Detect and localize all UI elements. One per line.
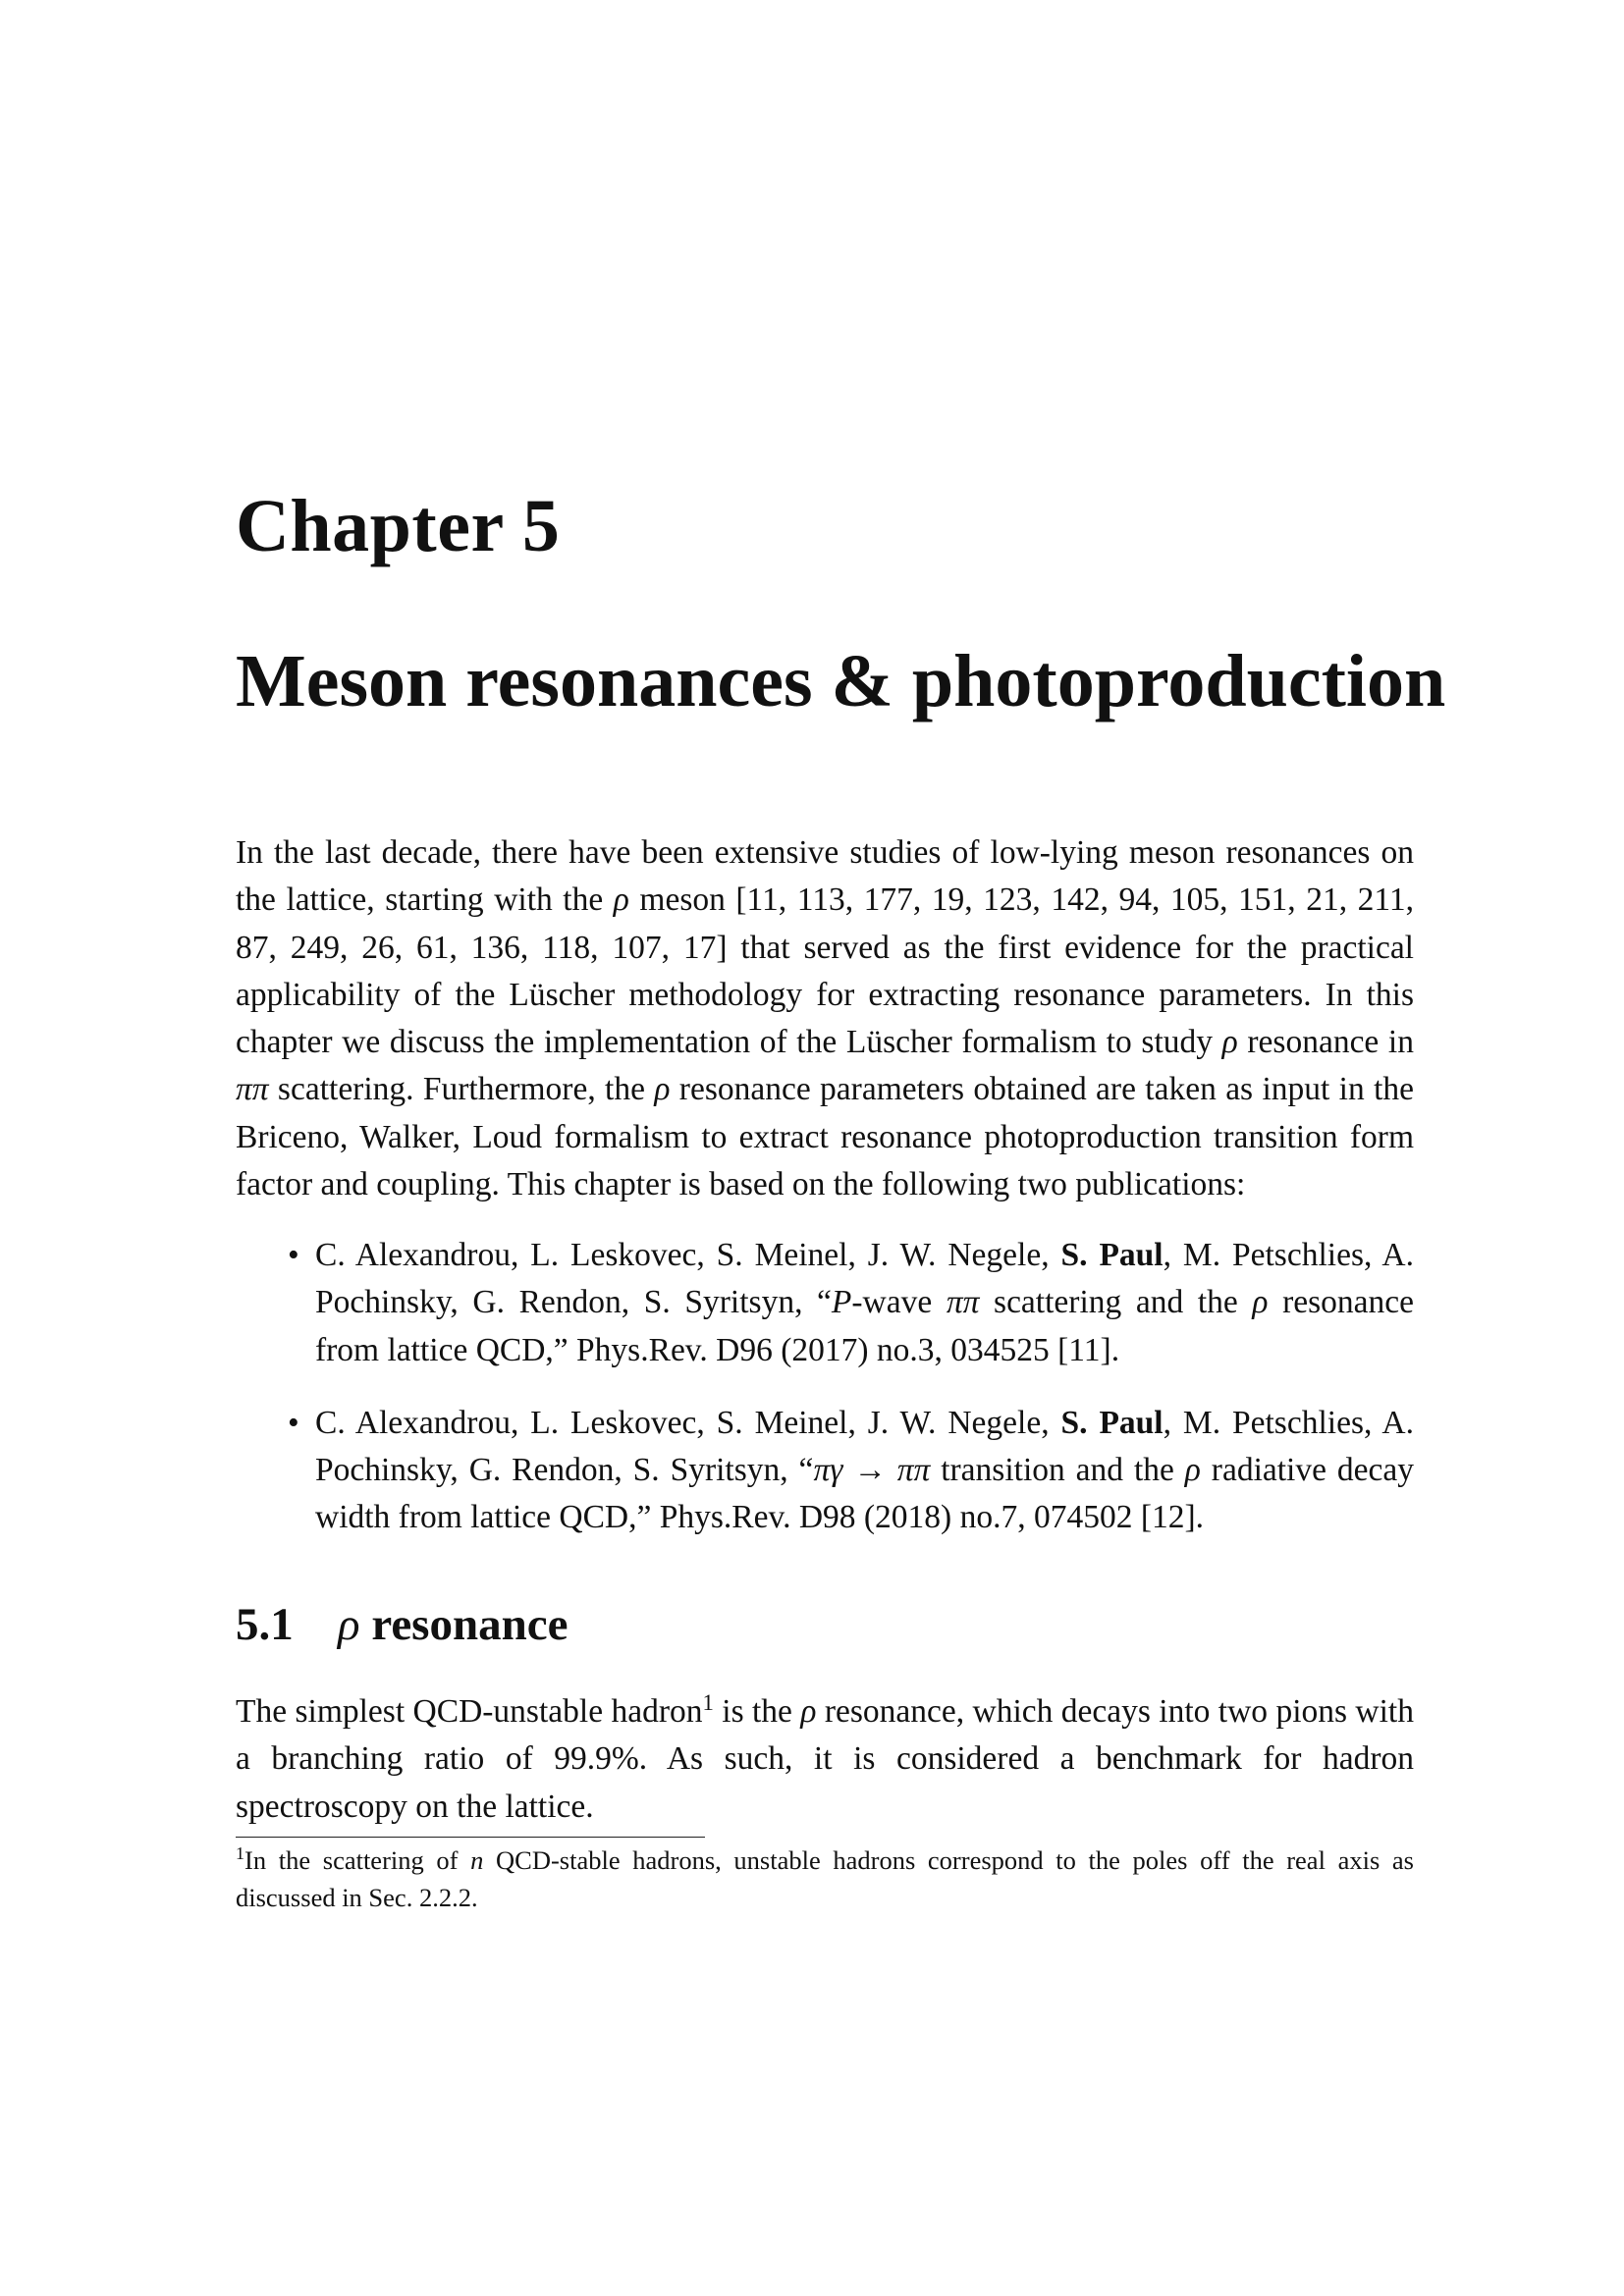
footnote: $^1$In the scattering of n QCD-stable hadrons, unstable hadrons correspond to the poles off the real axis as discussed in Sec. 2.2.2. xyxy=(236,1843,1414,1912)
rho-symbol: ρ xyxy=(338,1599,360,1650)
publication-item: • C. Alexandrou, L. Leskovec, S. Meinel, J. W. Negele, S. Paul, M. Petschlies, A. Pochinsky, G. Rendon, S. Syritsyn, “πγ → ππ transition and the ρ radiative decay width from lattice QCD,” Phys.Rev. D98 (2018) no.7, 074502 [12]. xyxy=(236,1400,1414,1542)
chapter-label: Chapter 5 xyxy=(236,485,561,567)
section-heading xyxy=(236,1599,568,1650)
section-number: 5.1 xyxy=(236,1599,294,1650)
section-paragraph: The simplest QCD-unstable hadron$^1$ is the ρ resonance, which decays into two pions with a branching ratio of 99.9%. As such, it is considered a benchmark for hadron spectroscopy on the lattice. xyxy=(236,1689,1414,1825)
publication-item: • C. Alexandrou, L. Leskovec, S. Meinel, J. W. Negele, S. Paul, M. Petschlies, A. Pochinsky, G. Rendon, S. Syritsyn, “P-wave ππ scattering and the ρ resonance from lattice QCD,” Phys.Rev. D96 (2017) no.3, 034525 [11]. xyxy=(236,1232,1414,1374)
rho-symbol: ρ xyxy=(1221,1024,1238,1061)
bullet-marker: • xyxy=(288,1237,299,1273)
rho-symbol: ρ xyxy=(613,881,629,919)
pipi-symbol: ππ xyxy=(236,1071,269,1108)
footnote-divider xyxy=(236,1837,705,1838)
chapter-title: Meson resonances & photoproduction xyxy=(236,640,1446,722)
rho-symbol: ρ xyxy=(800,1693,817,1730)
footnote-reference[interactable]: 1 xyxy=(702,1689,714,1715)
intro-paragraph: In the last decade, there have been extensive studies of low-lying meson resonances on the lattice, starting with the ρ meson [11, 113, 177, 19, 123, 142, 94, 105, 151, 21, 211, 87, 249, 26, 61, 136, 118, 107, 17] that served as the first evidence for the practical applicability of the Lüscher methodology for extracting resonance parameters. In this chapter we discuss the implementation of the Lüscher formalism to study ρ resonance in ππ scattering. Furthermore, the ρ resonance parameters obtained are taken as input in the Briceno, Walker, Loud formalism to extract resonance photoproduction transition form factor and coupling. This chapter is based on the following two publications: xyxy=(236,834,1414,1203)
highlighted-author: S. Paul xyxy=(1060,1237,1164,1273)
footnote-mark: 1 xyxy=(236,1843,245,1864)
highlighted-author: S. Paul xyxy=(1060,1404,1164,1441)
rho-symbol: ρ xyxy=(654,1071,671,1108)
section-title: resonance xyxy=(359,1599,568,1650)
bullet-marker: • xyxy=(288,1404,299,1441)
publication-list xyxy=(236,1232,1414,1542)
